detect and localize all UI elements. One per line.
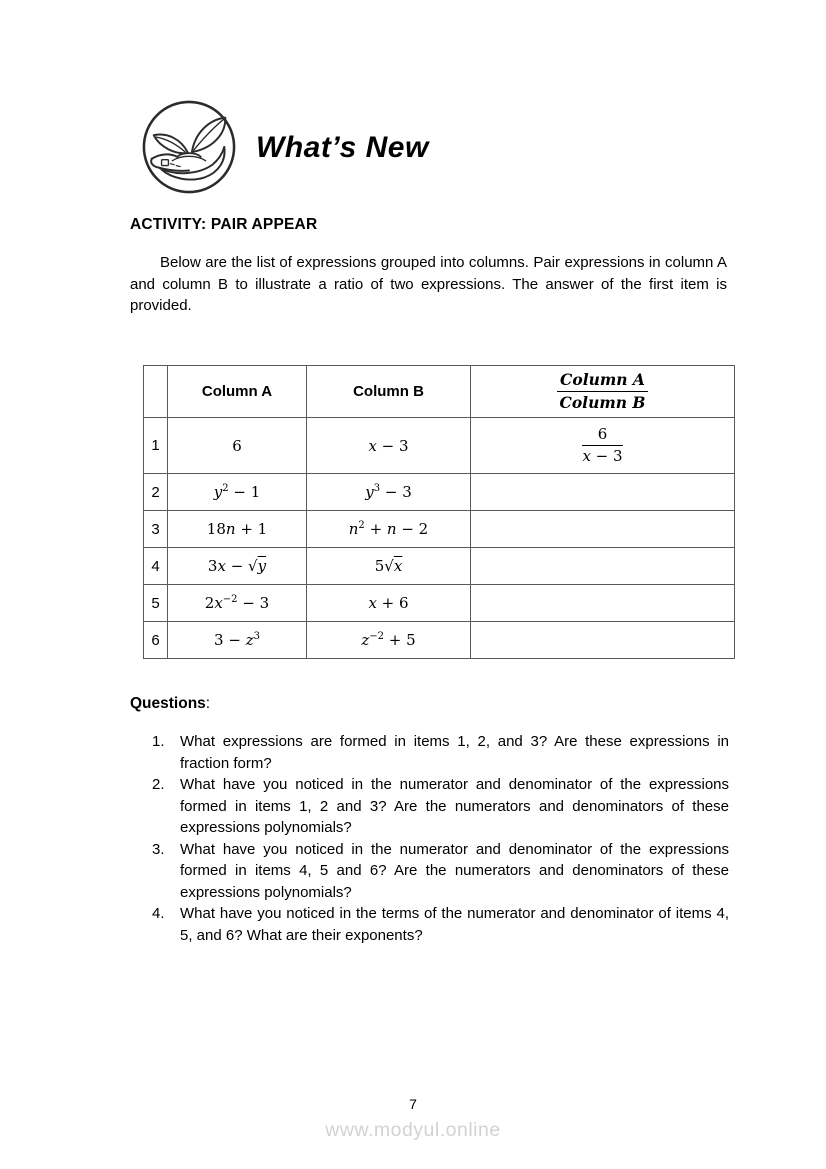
page-number: 7 (409, 1096, 417, 1112)
column-a-expression-cell: 3x − √y (168, 548, 307, 585)
table-row (144, 622, 735, 659)
column-b-expression-cell: $y^3 - 3$ (307, 474, 471, 511)
answer-fraction (582, 426, 622, 466)
answer-cell (471, 548, 735, 585)
table-row (144, 418, 735, 474)
questions-heading (130, 695, 210, 713)
question-item (152, 731, 729, 774)
header-ratio-cell (471, 366, 735, 418)
table-row (144, 548, 735, 585)
header-column-b: Column B (307, 366, 471, 418)
question-number: 3. (152, 840, 165, 858)
row-number-cell: 1 (144, 418, 168, 474)
question-number: 4. (152, 905, 165, 922)
header-column-a: Column A (168, 366, 307, 418)
question-item (152, 774, 729, 839)
question-item (152, 903, 729, 946)
row-number-cell: 4 (144, 548, 168, 585)
question-item (152, 839, 729, 904)
column-b-expression-cell: x + 6 (307, 585, 471, 622)
answer-numerator: 6 (582, 426, 622, 446)
row-number-cell: 2 (144, 474, 168, 511)
column-a-expression-cell: $2x^{-2} - 3$ (168, 585, 307, 622)
question-number: 1. (152, 733, 165, 750)
table-row (144, 474, 735, 511)
column-b-expression-cell: x − 3 (307, 418, 471, 474)
hand-plant-logo (140, 98, 238, 196)
row-number-cell: 6 (144, 622, 168, 659)
answer-cell (471, 622, 735, 659)
column-b-expression-cell: $n^2 + n - 2$ (307, 511, 471, 548)
page-title: What’s New (256, 131, 429, 164)
header-empty-cell (144, 366, 168, 418)
column-a-expression-cell: $3 - z^3$ (168, 622, 307, 659)
column-a-expression-cell: $y^2 - 1$ (168, 474, 307, 511)
answer-cell (471, 418, 735, 474)
column-b-expression-cell: $z^{-2} + 5$ (307, 622, 471, 659)
table-row (144, 511, 735, 548)
answer-cell (471, 511, 735, 548)
questions-list (152, 731, 729, 946)
expressions-table (143, 365, 735, 659)
row-number-cell: 5 (144, 585, 168, 622)
answer-denominator: x − 3 (582, 447, 623, 465)
ratio-numerator: Column A (557, 371, 648, 392)
answer-cell (471, 585, 735, 622)
ratio-denominator: Column B (559, 393, 646, 412)
intro-paragraph: Below are the list of expressions grouped into columns. Pair expressions in column A and column B to illustrate a ratio of two expressions. The answer of the first item is provided. (130, 254, 727, 314)
answer-cell (471, 474, 735, 511)
questions-heading-word: Questions (130, 695, 206, 712)
table-row (144, 585, 735, 622)
question-text: What have you noticed in the terms of the numerator and denominator of items 4, 5, and 6? What are their exponents? (180, 905, 729, 944)
column-b-expression-cell: 5√x (307, 548, 471, 585)
activity-heading: ACTIVITY: PAIR APPEAR (130, 216, 318, 233)
table-header-row (144, 366, 735, 418)
row-number-cell: 3 (144, 511, 168, 548)
question-number: 2. (152, 776, 165, 793)
column-a-expression-cell: 18n + 1 (168, 511, 307, 548)
question-text: What have you noticed in the numerator and denominator of the expressions formed in items 4, 5 and 6? Are the numerators and denominators of these expressions polynomials? (180, 840, 729, 901)
question-text: What expressions are formed in items 1, 2, and 3? Are these expressions in fraction form? (180, 733, 729, 772)
ratio-fraction (557, 371, 648, 412)
column-a-expression-cell: 6 (168, 418, 307, 474)
hand-holding-plant-icon (140, 98, 238, 196)
question-text: What have you noticed in the numerator and denominator of the expressions formed in items 1, 2 and 3? Are the numerators and denominators of these expressions polynomials? (180, 776, 729, 836)
watermark: www.modyul.online (325, 1119, 501, 1141)
questions-heading-colon: : (205, 695, 211, 712)
